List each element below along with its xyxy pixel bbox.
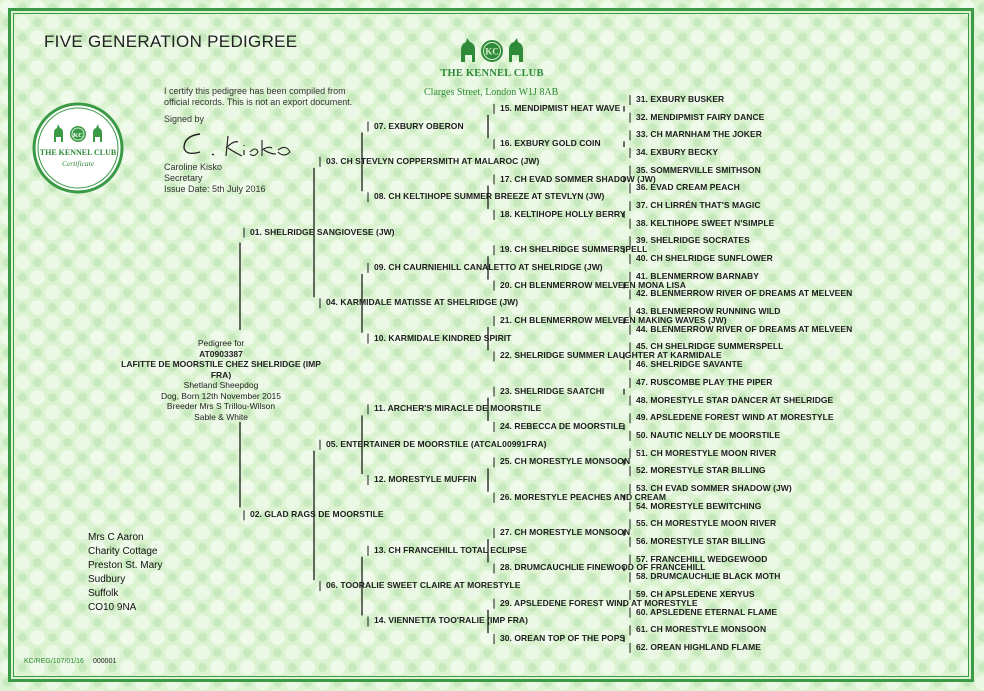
pedigree-entry-gen5: 51. CH MORESTYLE MOON RIVER (636, 447, 777, 458)
pedigree-entry-gen4: 16. EXBURY GOLD COIN (500, 138, 601, 149)
pedigree-entry-gen5: 58. DRUMCAUCHLIE BLACK MOTH (636, 571, 781, 582)
pedigree-entry-gen5: 48. MORESTYLE STAR DANCER AT SHELRIDGE (636, 394, 834, 405)
pedigree-entry-gen3: 13. CH FRANCEHILL TOTAL ECLIPSE (374, 544, 527, 555)
pedigree-entry-gen5: 31. EXBURY BUSKER (636, 94, 725, 104)
signer-name: Caroline Kisko (164, 162, 223, 172)
pedigree-entry-gen5: 36. EVAD CREAM PEACH (636, 182, 740, 193)
pedigree-entry-gen4: 26. MORESTYLE PEACHES AND CREAM (500, 491, 667, 502)
pedigree-entry-gen5: 57. FRANCEHILL WEDGEWOOD (636, 553, 768, 564)
pedigree-entry-gen4: 18. KELTIHOPE HOLLY BERRY (500, 208, 626, 219)
certification-line-2: official records. This is not an export document. (164, 96, 353, 107)
breeder: Breeder Mrs S Trillou-Wilson (166, 401, 276, 411)
form-code: KC/REG/107/01/16 (24, 658, 84, 665)
pedigree-entry-gen4: 24. REBECCA DE MOORSTILE (500, 421, 625, 432)
pedigree-entry-gen5: 34. EXBURY BECKY (636, 147, 719, 158)
pedigree-entry-gen4: 23. SHELRIDGE SAATCHI (500, 385, 605, 396)
svg-text:KC: KC (485, 46, 499, 57)
pedigree-entry-gen4: 19. CH SHELRIDGE SUMMERSPELL (500, 244, 648, 255)
pedigree-entry-gen4: 25. CH MORESTYLE MONSOON (500, 456, 631, 467)
pedigree-entry-gen5: 60. APSLEDENE ETERNAL FLAME (636, 606, 778, 617)
pedigree-entry-gen4: 17. CH EVAD SOMMER SHADOW (JW) (500, 173, 656, 184)
pedigree-entry-gen5: 37. CH LIRRÉN THAT'S MAGIC (636, 200, 761, 211)
pedigree-entry-gen5: 62. OREAN HIGHLAND FLAME (636, 642, 761, 652)
pedigree-entry-gen2: 03. CH STEVLYN COPPERSMITH AT MALAROC (JW) (326, 155, 540, 166)
pedigree-entry-gen5: 56. MORESTYLE STAR BILLING (636, 535, 766, 546)
pedigree-entry-gen3: 09. CH CAURNIEHILL CANALETTO AT SHELRIDGE (JW) (374, 261, 603, 272)
pedigree-entry-gen5: 38. KELTIHOPE SWEET N'SIMPLE (636, 217, 775, 228)
pedigree-entry-gen5: 40. CH SHELRIDGE SUNFLOWER (636, 253, 773, 264)
pedigree-entry-gen5: 49. APSLEDENE FOREST WIND AT MORESTYLE (636, 412, 834, 423)
owner-address-line: Preston St. Mary (88, 560, 163, 571)
pedigree-entry-gen5: 59. CH APSLEDENE XERYUS (636, 588, 755, 599)
signer-role: Secretary (164, 173, 203, 183)
pedigree-entry-gen4: 29. APSLEDENE FOREST WIND AT MORESTYLE (500, 597, 698, 608)
pedigree-entry-gen4: 15. MENDIPMIST HEAT WAVE (500, 102, 621, 113)
signed-by-label: Signed by (164, 114, 205, 124)
colour: Sable & White (194, 411, 248, 422)
pedigree-entry-gen3: 07. EXBURY OBERON (374, 120, 464, 131)
pedigree-entry-gen5: 33. CH MARNHAM THE JOKER (636, 129, 762, 140)
pedigree-entry-gen3: 11. ARCHER'S MIRACLE DE MOORSTILE (374, 403, 542, 414)
owner-address-line: Suffolk (88, 588, 119, 599)
owner-address-line: Mrs C Aaron (88, 532, 144, 543)
pedigree-entry-gen5: 47. RUSCOMBE PLAY THE PIPER (636, 376, 773, 387)
pedigree-entry-gen1: 01. SHELRIDGE SANGIOVESE (JW) (250, 226, 395, 237)
kennel-club-name: THE KENNEL CLUB (440, 68, 544, 79)
pedigree-entry-gen2: 04. KARMIDALE MATISSE AT SHELRIDGE (JW) (326, 297, 519, 308)
certification-line-1: I certify this pedigree has been compiled from (164, 86, 346, 96)
seal-name: THE KENNEL CLUB (39, 148, 117, 157)
pedigree-entry-gen3: 08. CH KELTIHOPE SUMMER BREEZE AT STEVLYN (JW) (374, 191, 605, 202)
pedigree-entry-gen5: 43. BLENMERROW RUNNING WILD (636, 306, 781, 317)
seal-subtitle: Certificate (61, 159, 95, 168)
serial-number: 000001 (93, 658, 117, 665)
pedigree-entry-gen5: 39. SHELRIDGE SOCRATES (636, 235, 750, 246)
breed: Shetland Sheepdog (183, 380, 259, 390)
kennel-club-address: Clarges Street, London W1J 8AB (424, 87, 559, 98)
pedigree-entry-gen5: 45. CH SHELRIDGE SUMMERSPELL (636, 341, 784, 352)
registration-number: AT0903387 (199, 348, 243, 359)
pedigree-entry-gen5: 55. CH MORESTYLE MOON RIVER (636, 518, 777, 529)
dog-name: LAFITTE DE MOORSTILE CHEZ SHELRIDGE (IMP FRA) (121, 359, 321, 380)
pedigree-entry-gen5: 41. BLENMERROW BARNABY (636, 270, 759, 281)
pedigree-entry-gen3: 14. VIENNETTA TOO'RALIE (IMP FRA) (374, 615, 529, 626)
pedigree-entry-gen5: 46. SHELRIDGE SAVANTE (636, 359, 743, 370)
pedigree-entry-gen5: 54. MORESTYLE BEWITCHING (636, 500, 762, 511)
owner-address-line: Sudbury (88, 574, 126, 585)
pedigree-entry-gen3: 10. KARMIDALE KINDRED SPIRIT (374, 332, 512, 343)
pedigree-entry-gen5: 35. SOMMERVILLE SMITHSON (636, 164, 761, 175)
pedigree-entry-gen4: 28. DRUMCAUCHLIE FINEWOOD OF FRANCEHILL (500, 562, 706, 573)
issue-date: Issue Date: 5th July 2016 (164, 184, 266, 194)
pedigree-entry-gen5: 50. NAUTIC NELLY DE MOORSTILE (636, 429, 781, 440)
pedigree-entry-gen5: 44. BLENMERROW RIVER OF DREAMS AT MELVEEN (636, 323, 853, 334)
pedigree-entry-gen4: 20. CH BLENMERROW MELVEEN MONA LISA (500, 279, 686, 290)
pedigree-for-label: Pedigree for (197, 338, 245, 348)
pedigree-entry-gen4: 22. SHELRIDGE SUMMER LAUGHTER AT KARMIDALE (500, 350, 722, 361)
pedigree-entry-gen5: 52. MORESTYLE STAR BILLING (636, 465, 766, 476)
birth-details: Dog, Born 12th November 2015 (160, 390, 282, 401)
pedigree-entry-gen5: 42. BLENMERROW RIVER OF DREAMS AT MELVEEN (636, 288, 853, 299)
pedigree-entry-gen5: 53. CH EVAD SOMMER SHADOW (JW) (636, 482, 792, 493)
pedigree-entry-gen2: 06. TOORALIE SWEET CLAIRE AT MORESTYLE (326, 580, 521, 591)
owner-address-line: Charity Cottage (88, 546, 158, 557)
pedigree-entry-gen5: 61. CH MORESTYLE MONSOON (636, 624, 767, 635)
pedigree-entry-gen4: 21. CH BLENMERROW MELVEEN MAKING WAVES (JW) (500, 314, 727, 325)
pedigree-entry-gen2: 05. ENTERTAINER DE MOORSTILE (ATCAL00991FRA) (326, 438, 547, 449)
pedigree-entry-gen4: 30. OREAN TOP OF THE POPS (500, 633, 626, 644)
pedigree-entry-gen3: 12. MORESTYLE MUFFIN (374, 474, 477, 485)
pedigree-entry-gen4: 27. CH MORESTYLE MONSOON (500, 527, 631, 538)
pedigree-entry-gen5: 32. MENDIPMIST FAIRY DANCE (636, 111, 765, 122)
pedigree-entry-gen1: 02. GLAD RAGS DE MOORSTILE (250, 509, 384, 520)
owner-address-line: CO10 9NA (88, 602, 137, 613)
svg-text:KC: KC (73, 132, 83, 139)
document-title: FIVE GENERATION PEDIGREE (44, 32, 298, 51)
